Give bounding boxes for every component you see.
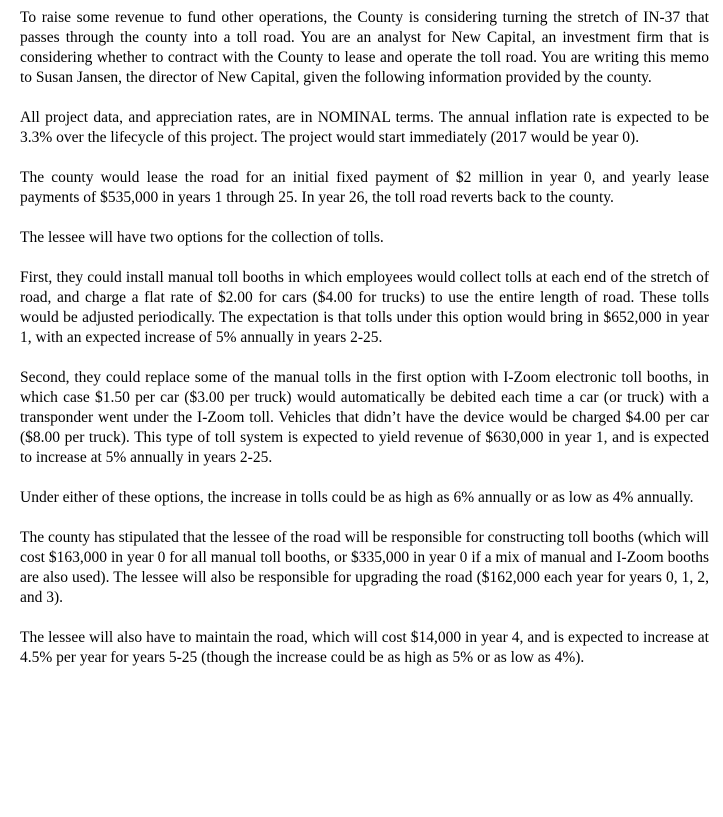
paragraph-izoom-booths: Second, they could replace some of the manual tolls in the first option with I-Zoom electronic toll booths, in which case $1.50 per car ($3.00 per truck) would automatically be debited each time a car (or truck) with a transponder went under the I-Zoom toll. Vehicles that didn’t have the device would be charged $4.00 per car ($8.00 per truck). This type of toll system is expected to yield revenue of $630,000 in year 1, and is expected to increase at 5% annually in years 2-25. (20, 369, 709, 466)
paragraph-nominal-terms: All project data, and appreciation rates, are in NOMINAL terms. The annual inflation rate is expected to be 3.3% over the lifecycle of this project. The project would start immediately (2017 would be year 0). (20, 109, 709, 146)
paragraph-maintenance-costs: The lessee will also have to maintain the road, which will cost $14,000 in year 4, and is expected to increase at 4.5% per year for years 5-25 (though the increase could be as high as 5% or as low as 4%). (20, 629, 709, 666)
paragraph-lease-terms: The county would lease the road for an initial fixed payment of $2 million in year 0, and yearly lease payments of $535,000 in years 1 through 25. In year 26, the toll road reverts back to the county. (20, 169, 709, 206)
paragraph-intro: To raise some revenue to fund other operations, the County is considering turning the stretch of IN-37 that passes through the county into a toll road. You are an analyst for New Capital, an investment firm that is considering whether to contract with the County to lease and operate the toll road. You are writing this memo to Susan Jansen, the director of New Capital, given the following information provided by the county. (20, 9, 709, 86)
paragraph-toll-options: The lessee will have two options for the collection of tolls. (20, 229, 384, 246)
paragraph-construction-costs: The county has stipulated that the lessee of the road will be responsible for constructing toll booths (which will cost $163,000 in year 0 for all manual toll booths, or $335,000 in year 0 if a mix of manual and I-Zoom booths are also used). The lessee will also be responsible for upgrading the road ($162,000 each year for years 0, 1, 2, and 3). (20, 529, 709, 606)
paragraph-toll-increase-range: Under either of these options, the increase in tolls could be as high as 6% annually or as low as 4% annually. (20, 489, 694, 506)
paragraph-manual-booths: First, they could install manual toll booths in which employees would collect tolls at each end of the stretch of road, and charge a flat rate of $2.00 for cars ($4.00 for trucks) to use the entire length of road. These tolls would be adjusted periodically. The expectation is that tolls under this option would bring in $652,000 in year 1, with an expected increase of 5% annually in years 2-25. (20, 269, 709, 346)
